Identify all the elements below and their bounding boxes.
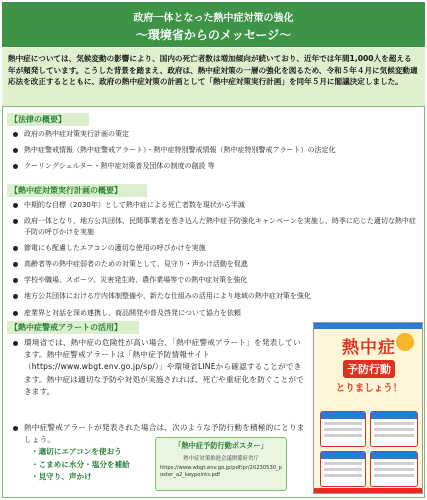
intro-lead: 熱中症	[8, 54, 31, 63]
law-list	[11, 129, 421, 178]
header-title: 政府一体となった熱中症対策の強化	[133, 13, 294, 24]
list-item: 節電にも配慮したエアコンの適切な使用の呼びかけを実施	[11, 243, 421, 254]
poster-panel	[320, 411, 366, 447]
alert-heading: 【熱中症警戒アラートの活用】	[7, 321, 139, 334]
bullet-dot	[13, 341, 18, 346]
poster-caption	[155, 437, 287, 491]
poster-image	[313, 322, 423, 494]
page-header	[2, 2, 425, 47]
poster-caption-org: 熱中症対策推進会議関係府省庁	[183, 456, 259, 462]
plan-heading: 【熱中症対策実行計画の概要】	[7, 184, 147, 197]
poster-caption-title: 「熱中症予防行動ポスター」	[174, 441, 268, 450]
action-item: ・こまめに水分・塩分を補給	[31, 459, 130, 469]
action-item: ・見守り、声かけ	[31, 472, 92, 481]
poster-top-band	[314, 323, 423, 329]
poster-bottom-band	[314, 488, 423, 493]
list-item: 政府一体となり、地方公共団体、民間事業者を巻き込んだ熱中症予防強化キャンペーンを実施し、時季に応じた適切な熱中症予防の呼びかけを実施	[11, 216, 421, 237]
list-item: 中期的な目標（2030年）として熱中症による死亡者数を現状から半減	[11, 200, 421, 211]
poster-title	[320, 333, 418, 394]
list-item: 産業界と対話を深め連携し、商品開発や普及啓発について協力を依頼	[11, 308, 421, 319]
poster-caption-url[interactable]: https://www.wbgt.env.go.jp/pdf/pr/20230530_poster_a2_keypoints.pdf	[160, 465, 282, 479]
header-subtitle: 〜環境省からのメッセージ〜	[135, 28, 292, 42]
bullet-dot	[13, 426, 18, 431]
plan-list	[11, 200, 421, 324]
poster-title-2: 予防行動	[343, 360, 395, 378]
poster-panel	[370, 411, 418, 447]
list-item: 学校や職場、スポーツ、災害発生時、農作業場等での熱中症対策を強化	[11, 275, 421, 286]
list-item: クーリングシェルター・熱中症対策普及団体の制度の創設 等	[11, 161, 421, 172]
poster-title-1: 熱中症	[342, 338, 396, 358]
list-item: 熱中症警戒情報（熱中症警戒アラート）・熱中症特別警戒情報（熱中症特別警戒アラート）の法定化	[11, 145, 421, 156]
poster-title-3: とりましょう！	[335, 383, 403, 394]
alert-text-1: 環境省では、熱中症の危険性が高い場合、「熱中症警戒アラート」を発表しています。熱中症警戒アラートは「熱中症予防情報サイト（https://www.wbgt.env.go.jp/sp/）」や環境省LINEから確認することができます。熱中症は適切な予防や対処が実施されれば、死亡や重症化を防ぐことができます。	[24, 338, 304, 396]
intro-text: については、気候変動の影響により、国内の死亡者数は増加傾向が続いており、近年では年間1,000人を超える年が頻発しています。こうした背景を踏まえ、政府は、熱中症対策の一層の強化を図るため、令和５年４月に気候変動適応法を改正するとともに、政府の熱中症対策の計画として「熱中症対策実行計画」を同年５月に閣議決定しました。	[8, 54, 418, 87]
intro-paragraph	[2, 48, 425, 106]
action-list	[31, 446, 130, 484]
alert-text-2: 熱中症警戒アラートが発表された場合は、次のような予防行動を積極的にとりましょう。	[24, 423, 305, 445]
law-heading: 【法律の概要】	[7, 113, 89, 126]
list-item: 政府の熱中症対策実行計画の策定	[11, 129, 421, 140]
list-item: 高齢者等の熱中症弱者のための対策として、見守り・声かけ活動を促進	[11, 259, 421, 270]
poster-panel	[370, 451, 418, 487]
action-item: ・適切にエアコンを使おう	[31, 447, 122, 456]
list-item: 地方公共団体における庁内体制整備や、新たな仕組みの活用により地域の熱中症対策を強化	[11, 291, 421, 302]
alert-paragraph-1	[11, 337, 308, 398]
poster-panel	[320, 451, 366, 487]
content-box	[2, 106, 425, 498]
